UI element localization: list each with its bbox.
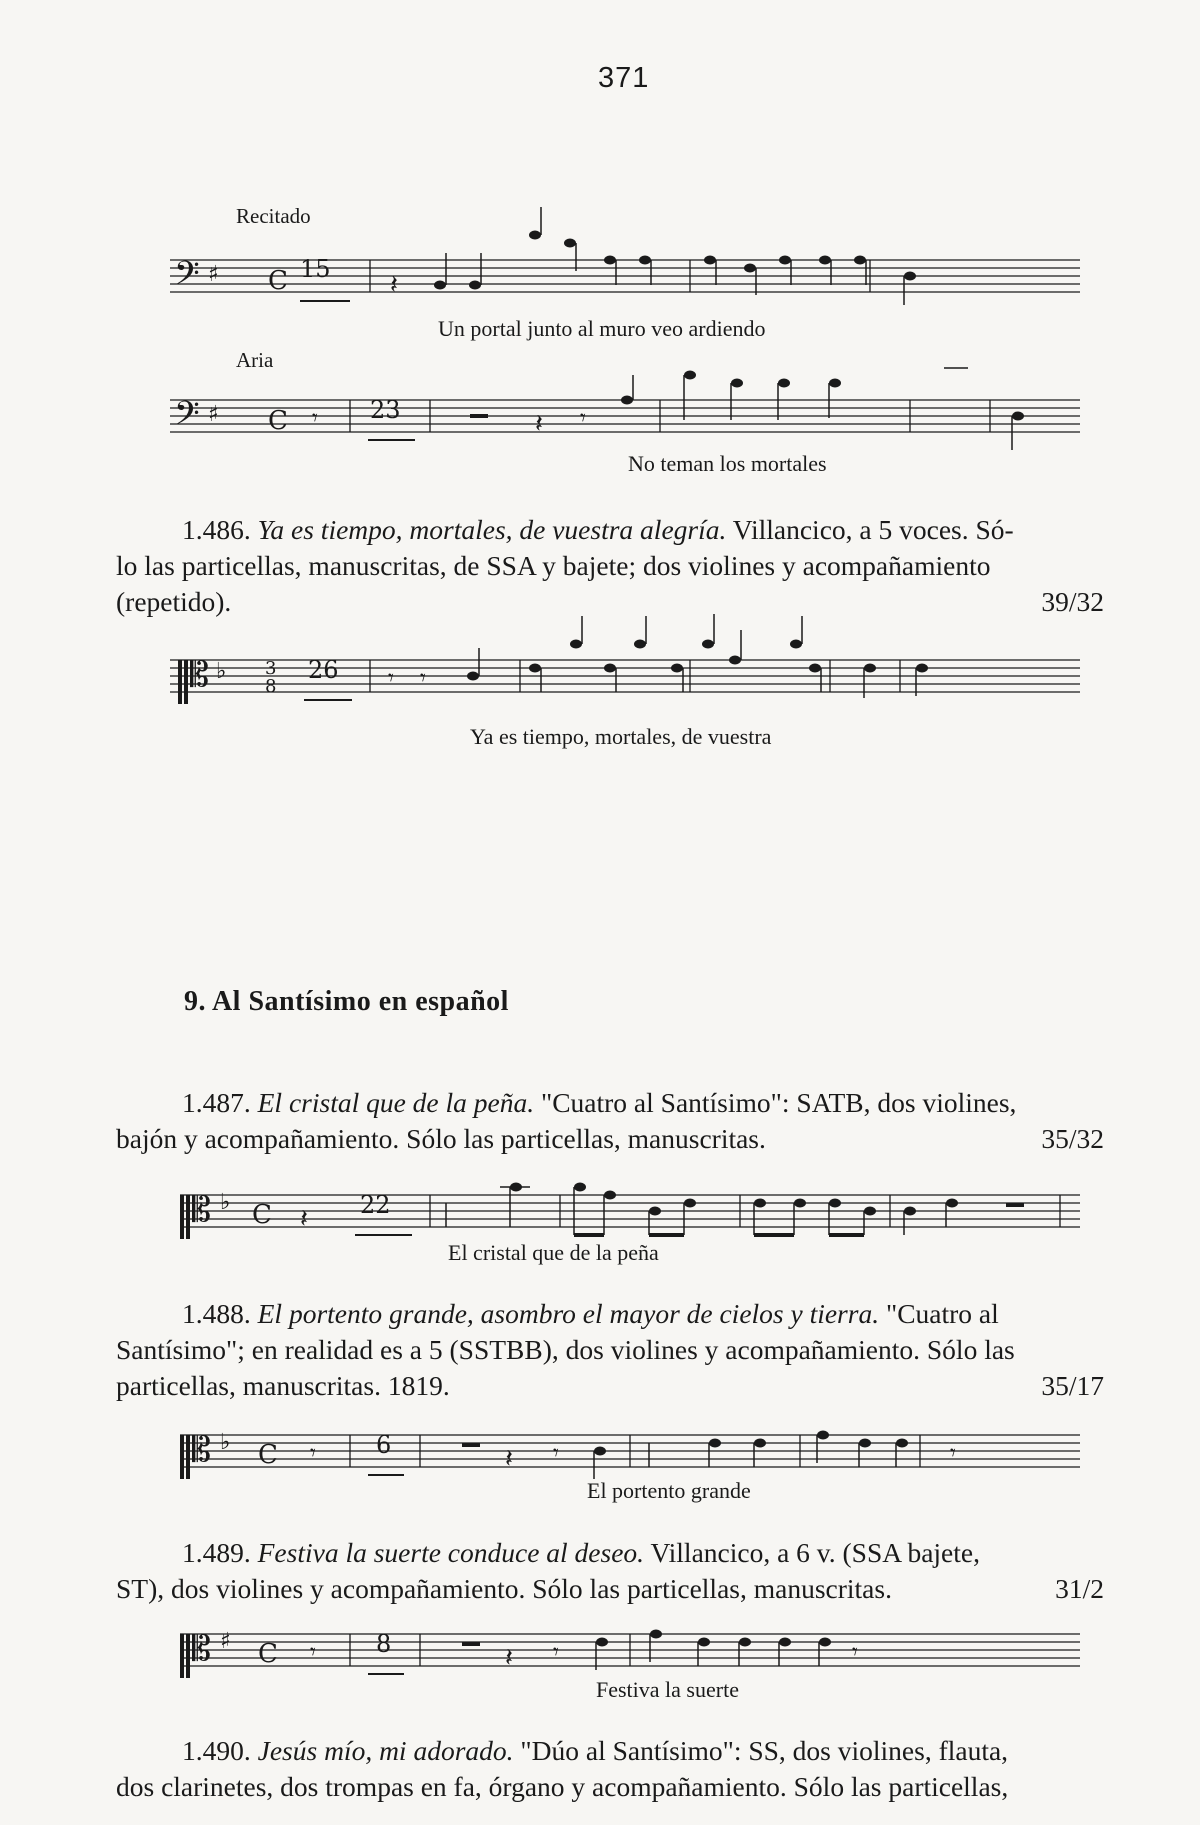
entry-1489-measure-count: 8 [376, 1630, 392, 1658]
svg-text:C: C [258, 1639, 278, 1669]
svg-text:𝄡: 𝄡 [190, 655, 209, 695]
aria-label: Aria [236, 348, 274, 372]
entry-description: bajón y acompañamiento. Sólo las particellas, manuscritas. [116, 1123, 766, 1154]
svg-text:8: 8 [265, 676, 277, 697]
entry-number: 1.486. [182, 514, 251, 545]
entry-description: lo las particellas, manuscritas, de SSA y bajete; dos violines y acompañamiento [116, 550, 991, 581]
entry-description: "Dúo al Santísimo": SS, dos violines, flauta, [520, 1735, 1009, 1766]
entry-title: El portento grande, asombro el mayor de cielos y tierra. [257, 1298, 880, 1329]
entry-title: Festiva la suerte conduce al deseo. [257, 1537, 645, 1568]
svg-text:𝄾: 𝄾 [580, 406, 586, 431]
entry-reference: 35/32 [1041, 1123, 1104, 1154]
entry-description: "Cuatro al [885, 1298, 999, 1329]
recitado-label: Recitado [236, 204, 311, 228]
entry-description: dos clarinetes, dos trompas en fa, órgano y acompañamiento. Sólo las particellas, [116, 1771, 1009, 1802]
svg-text:♭: ♭ [216, 659, 227, 684]
entry-1487-measure-count: 22 [360, 1191, 391, 1219]
entry-1487 [116, 1085, 1130, 1157]
entry-1486-lyric: Ya es tiempo, mortales, de vuestra [470, 724, 772, 749]
svg-text:♯: ♯ [208, 402, 219, 427]
entry-number: 1.489. [182, 1537, 251, 1568]
entry-description: (repetido). [116, 586, 232, 617]
recitado-measure-count: 15 [300, 255, 331, 283]
entry-number: 1.487. [182, 1087, 251, 1118]
svg-text:𝄾: 𝄾 [553, 1640, 559, 1665]
svg-text:𝄾: 𝄾 [310, 1441, 316, 1466]
svg-text:𝄾: 𝄾 [312, 406, 318, 431]
entry-title: El cristal que de la peña. [257, 1087, 535, 1118]
entry-description: Villancico, a 6 v. (SSA bajete, [650, 1537, 980, 1568]
entry-1486-staff [170, 630, 1080, 720]
svg-text:𝄽: 𝄽 [505, 1643, 513, 1673]
entry-description: Villancico, a 5 voces. Só- [732, 514, 1014, 545]
section-title: 9. Al Santísimo en español [184, 986, 509, 1017]
entry-number: 1.488. [182, 1298, 251, 1329]
entry-1486 [116, 512, 1130, 620]
entry-1488-measure-count: 6 [376, 1431, 392, 1459]
entry-1490 [116, 1733, 1130, 1805]
svg-text:𝄾: 𝄾 [950, 1441, 956, 1466]
aria-lyric: No teman los mortales [628, 451, 827, 476]
recitado-lyric: Un portal junto al muro veo ardiendo [438, 316, 766, 341]
page-number: 371 [598, 62, 650, 94]
entry-reference: 39/32 [1041, 586, 1104, 617]
entry-1488 [116, 1296, 1130, 1404]
bass-clef-icon: 𝄢 [174, 255, 200, 301]
svg-text:𝄡: 𝄡 [192, 1190, 211, 1230]
entry-number: 1.490. [182, 1735, 251, 1766]
entry-1488-lyric: El portento grande [587, 1478, 751, 1503]
svg-text:C: C [268, 266, 288, 296]
svg-text:♭: ♭ [220, 1430, 231, 1455]
svg-text:♭: ♭ [220, 1190, 231, 1215]
entry-description: particellas, manuscritas. 1819. [116, 1370, 450, 1401]
entry-description: ST), dos violines y acompañamiento. Sólo las particellas, manuscritas. [116, 1573, 892, 1604]
svg-text:𝄽: 𝄽 [505, 1444, 513, 1474]
svg-text:𝄾: 𝄾 [310, 1640, 316, 1665]
svg-text:𝄾: 𝄾 [420, 666, 426, 691]
svg-text:𝄽: 𝄽 [300, 1204, 308, 1234]
aria-measure-count: 23 [370, 396, 401, 424]
svg-text:♯: ♯ [220, 1629, 231, 1654]
entry-title: Jesús mío, mi adorado. [257, 1735, 514, 1766]
entry-1489-lyric: Festiva la suerte [596, 1677, 739, 1702]
entry-1489 [116, 1535, 1130, 1607]
svg-text:𝄾: 𝄾 [388, 666, 394, 691]
entry-description: "Cuatro al Santísimo": SATB, dos violines, [540, 1087, 1017, 1118]
svg-text:C: C [268, 406, 288, 436]
svg-text:𝄽: 𝄽 [535, 409, 543, 439]
entry-description: Santísimo"; en realidad es a 5 (SSTBB), dos violines y acompañamiento. Sólo las [116, 1334, 1015, 1365]
svg-text:𝄡: 𝄡 [192, 1629, 211, 1669]
entry-1486-measure-count: 26 [308, 656, 339, 684]
svg-text:𝄡: 𝄡 [192, 1430, 211, 1470]
entry-reference: 31/2 [1055, 1573, 1104, 1604]
aria-staff [170, 370, 1080, 480]
svg-text:𝄾: 𝄾 [852, 1640, 858, 1665]
svg-text:𝄽: 𝄽 [390, 270, 398, 300]
svg-text:♯: ♯ [208, 262, 219, 287]
svg-text:C: C [258, 1440, 278, 1470]
entry-title: Ya es tiempo, mortales, de vuestra alegría. [257, 514, 727, 545]
bass-clef-icon: 𝄢 [174, 395, 200, 441]
svg-text:𝄾: 𝄾 [553, 1441, 559, 1466]
entry-1487-lyric: El cristal que de la peña [448, 1240, 659, 1265]
entry-reference: 35/17 [1041, 1370, 1104, 1401]
svg-text:C: C [252, 1200, 272, 1230]
svg-text:3: 3 [265, 658, 277, 679]
